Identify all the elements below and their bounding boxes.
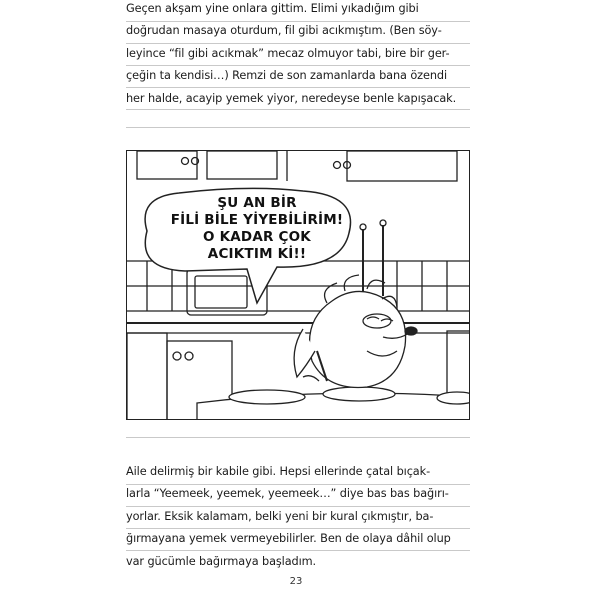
speech-bubble-text (157, 195, 357, 263)
speech-line-4: ACIKTIM Kİ!! (207, 246, 307, 262)
paragraph-top: Geçen akşam yine onlara gittim. Elimi yıkadığım gibi doğrudan masaya oturdum, fil gibi acıkmıştım. (Ben söy- leyince “fil gibi acıkmak” mecaz olmuyor tabi, bire bir ger- çeğin ta kendisi…) Remzi de son zamanlarda bana özendi her halde, acayip yemek yiyor, neredeyse benle kapışacak. (126, 2, 457, 105)
speech-line-1: ŞU AN BİR (217, 195, 297, 211)
ruled-line (126, 127, 470, 128)
paragraph-bottom: Aile delirmiş bir kabile gibi. Hepsi ellerinde çatal bıçak- larla “Yeemeek, yeemek, yeemeek…” diye bas bas bağırı- yorlar. Eksik kalamam, belki yeni bir kural çıkmıştır, ba- ğırmayana yemek vermeyebilirler. Ben de olaya dâhil olup var gücümle bağırmaya başladım. (126, 465, 451, 568)
page-number: 23 (289, 576, 303, 587)
comic-illustration (126, 150, 470, 420)
speech-line-2: FİLİ BİLE YİYEBİLİRİM! (170, 212, 344, 228)
kitchen-scene (127, 151, 470, 420)
ruled-line (126, 437, 470, 438)
speech-line-3: O KADAR ÇOK (203, 229, 311, 245)
